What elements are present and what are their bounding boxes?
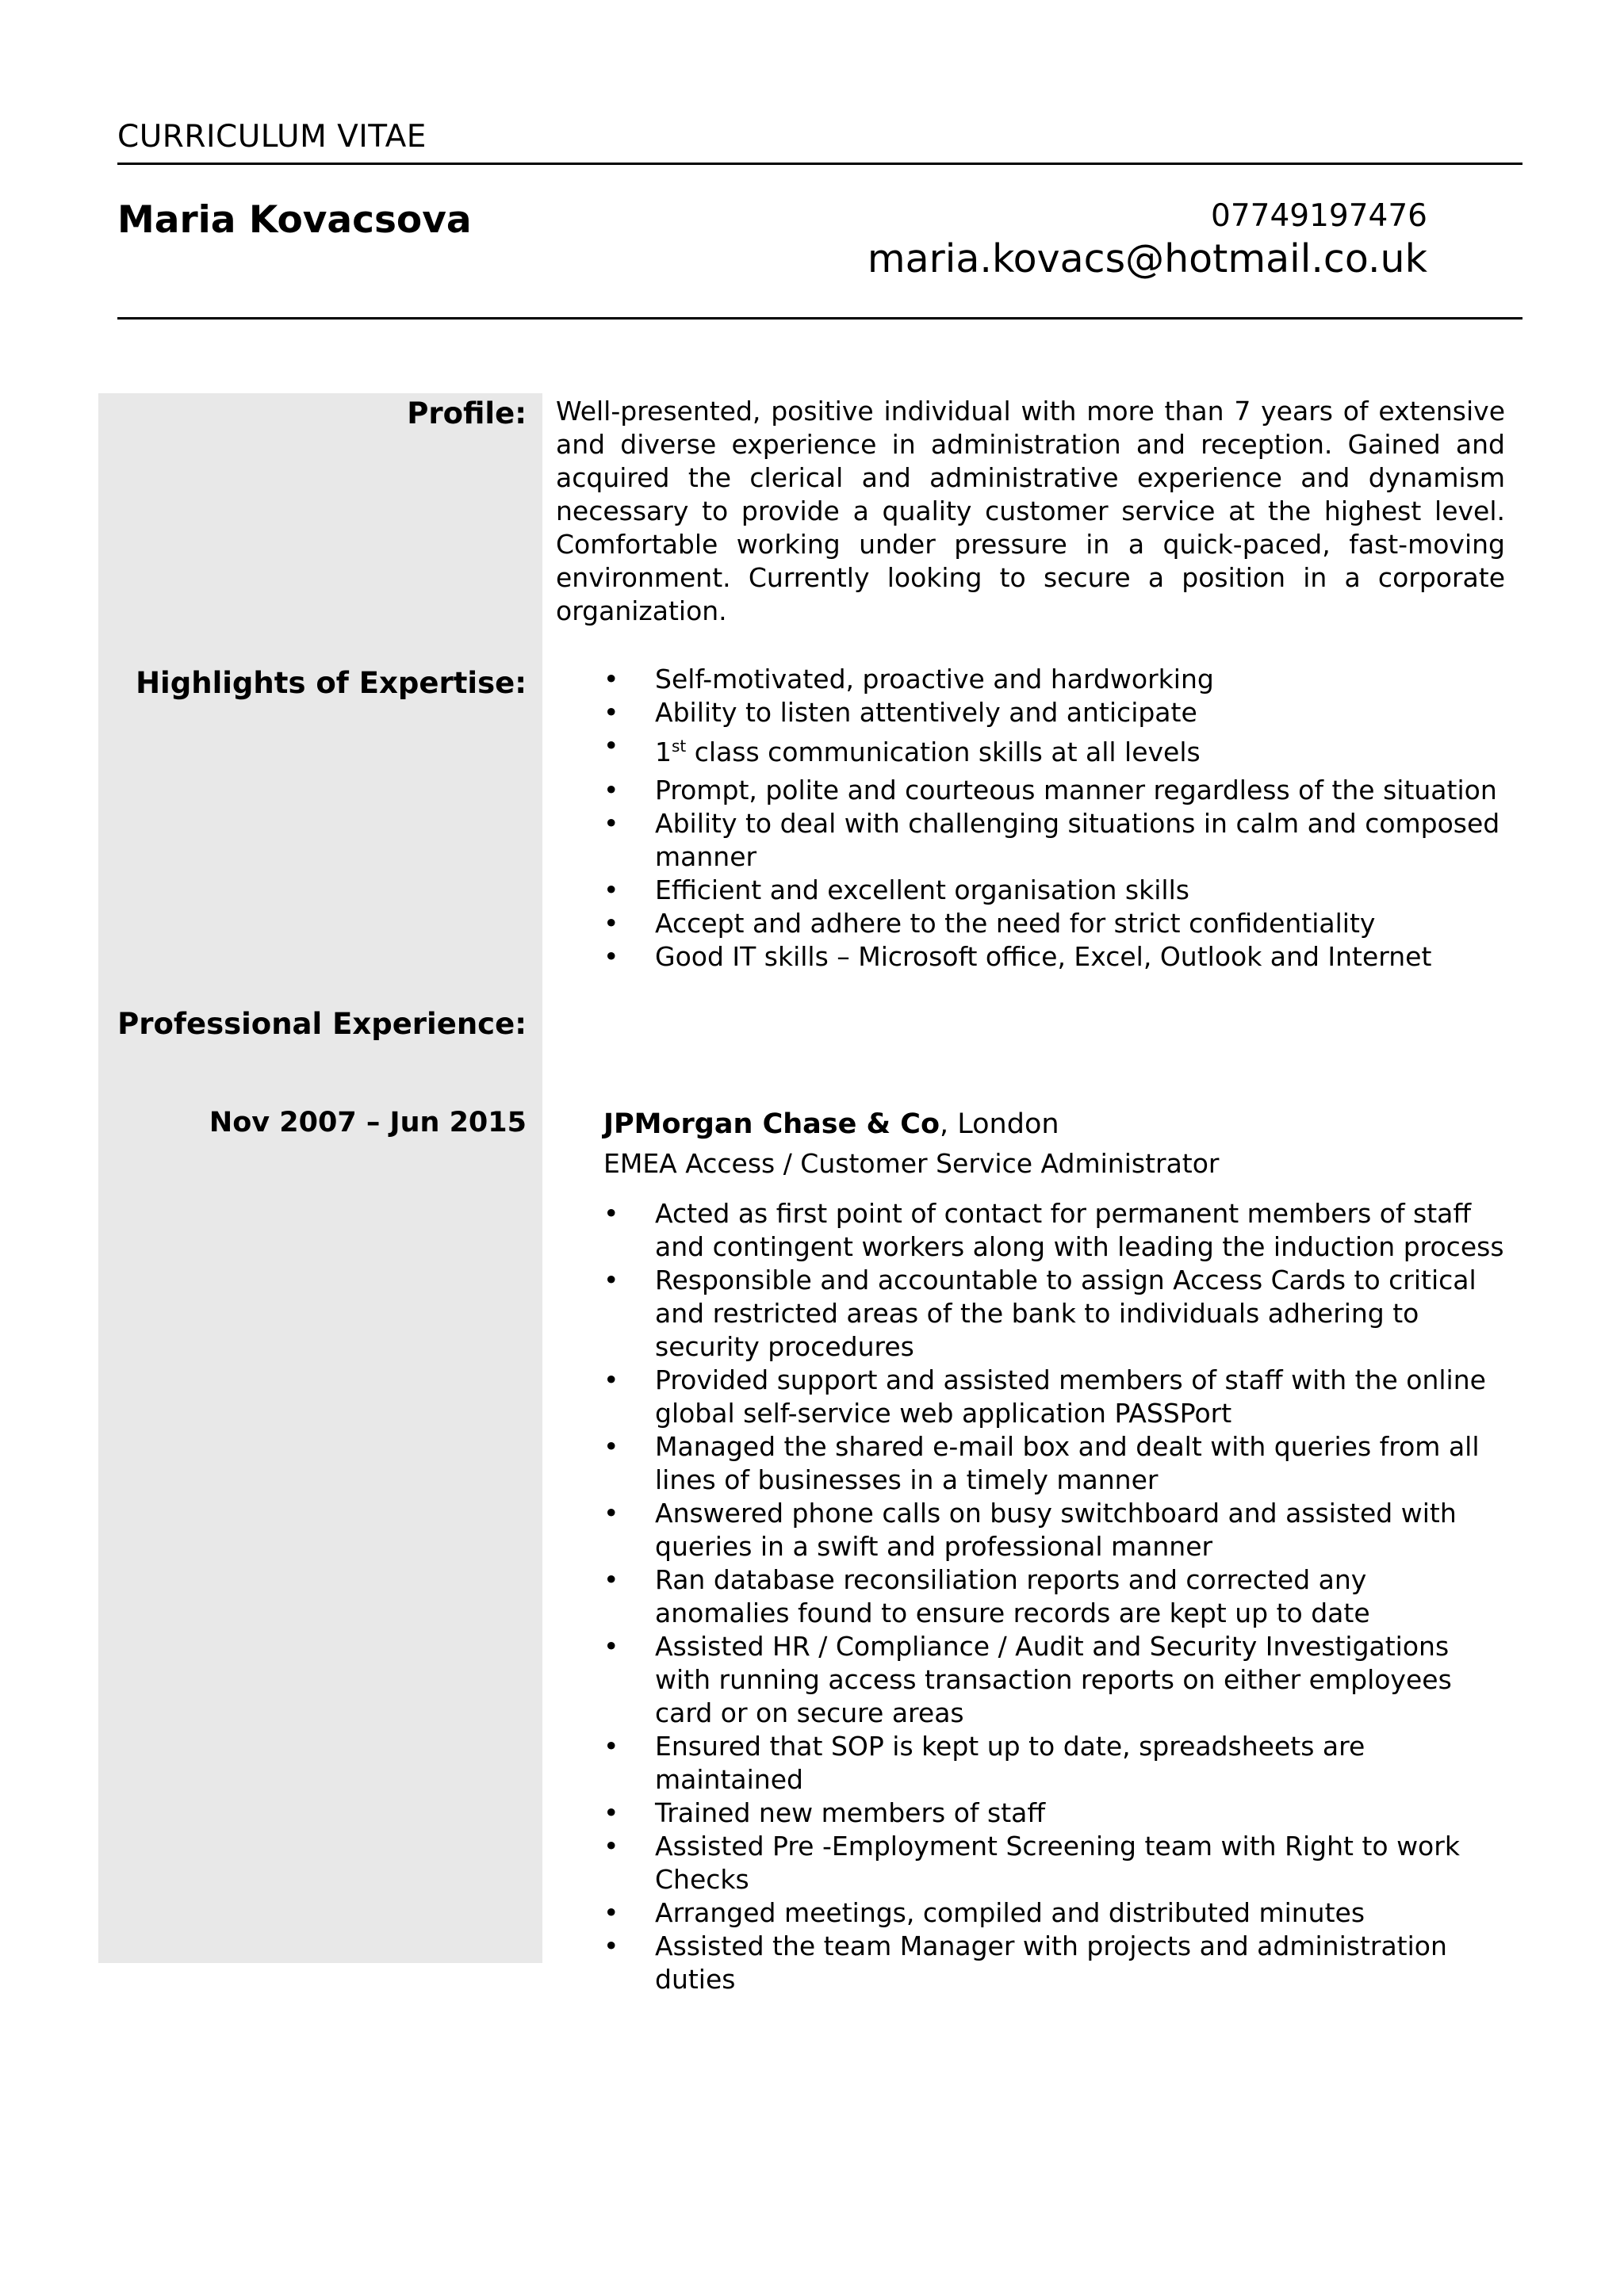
ordinal-number: 1 <box>655 737 672 767</box>
list-item: • Arranged meetings, compiled and distributed minutes <box>603 1896 1507 1930</box>
highlights-list <box>603 663 1507 974</box>
header-divider <box>117 317 1522 320</box>
list-item: • Provided support and assisted members of staff with the online global self-service web application PASSPort <box>603 1364 1507 1430</box>
list-item: • Good IT skills – Microsoft office, Excel, Outlook and Internet <box>603 940 1507 974</box>
list-item: • Ran database reconsiliation reports and corrected any anomalies found to ensure records are kept up to date <box>603 1563 1507 1630</box>
job-company <box>603 1108 1059 1140</box>
list-item: • Accept and adhere to the need for strict confidentiality <box>603 907 1507 940</box>
list-item: • Acted as first point of contact for permanent members of staff and contingent workers along with leading the induction process <box>603 1197 1507 1264</box>
top-divider <box>117 163 1522 165</box>
list-item <box>603 729 1507 769</box>
section-label-sidebar <box>98 393 542 1963</box>
list-item: • Ability to listen attentively and anticipate <box>603 696 1507 729</box>
list-item: • Prompt, polite and courteous manner regardless of the situation <box>603 774 1507 807</box>
list-item: • Assisted Pre -Employment Screening team with Right to work Checks <box>603 1830 1507 1896</box>
list-item: • Efficient and excellent organisation skills <box>603 874 1507 907</box>
list-item: • Trained new members of staff <box>603 1797 1507 1830</box>
company-location: , London <box>940 1108 1059 1140</box>
list-item: • Ensured that SOP is kept up to date, spreadsheets are maintained <box>603 1730 1507 1797</box>
list-item: • Managed the shared e-mail box and dealt with queries from all lines of businesses in a timely manner <box>603 1430 1507 1497</box>
list-item-text: class communication skills at all levels <box>686 737 1201 767</box>
document-title: CURRICULUM VITAE <box>117 119 427 155</box>
company-name: JPMorgan Chase & Co <box>603 1108 940 1140</box>
job-dates: Nov 2007 – Jun 2015 <box>209 1107 527 1138</box>
list-item: • Ability to deal with challenging situations in calm and composed manner <box>603 807 1507 874</box>
highlights-label: Highlights of Expertise: <box>136 666 527 700</box>
candidate-name: Maria Kovacsova <box>117 198 472 242</box>
list-item: • Answered phone calls on busy switchboard and assisted with queries in a swift and professional manner <box>603 1497 1507 1563</box>
job-role: EMEA Access / Customer Service Administrator <box>603 1148 1220 1179</box>
experience-label: Professional Experience: <box>117 1007 527 1041</box>
job-duties-list <box>603 1197 1507 1996</box>
list-item: • Responsible and accountable to assign Access Cards to critical and restricted areas of the bank to individuals adhering to security procedures <box>603 1264 1507 1364</box>
email-address[interactable]: maria.kovacs@hotmail.co.uk <box>867 236 1427 281</box>
ordinal-suffix: st <box>672 737 687 756</box>
profile-label: Profile: <box>407 396 527 430</box>
phone-number: 07749197476 <box>1211 198 1427 234</box>
profile-text: Well-presented, positive individual with more than 7 years of extensive and diverse experience in administration and reception. Gained and acquired the clerical and administrative experience and dynamism necessary to provide a quality customer service at the highest level. Comfortable working under pressure in a quick-paced, fast-moving environment. Currently looking to secure a position in a corporate organization. <box>556 396 1505 626</box>
list-item: • Self-motivated, proactive and hardworking <box>603 663 1507 696</box>
list-item: • Assisted HR / Compliance / Audit and Security Investigations with running access transaction reports on either employees card or on secure areas <box>603 1630 1507 1730</box>
list-item: • Assisted the team Manager with projects and administration duties <box>603 1930 1507 1996</box>
